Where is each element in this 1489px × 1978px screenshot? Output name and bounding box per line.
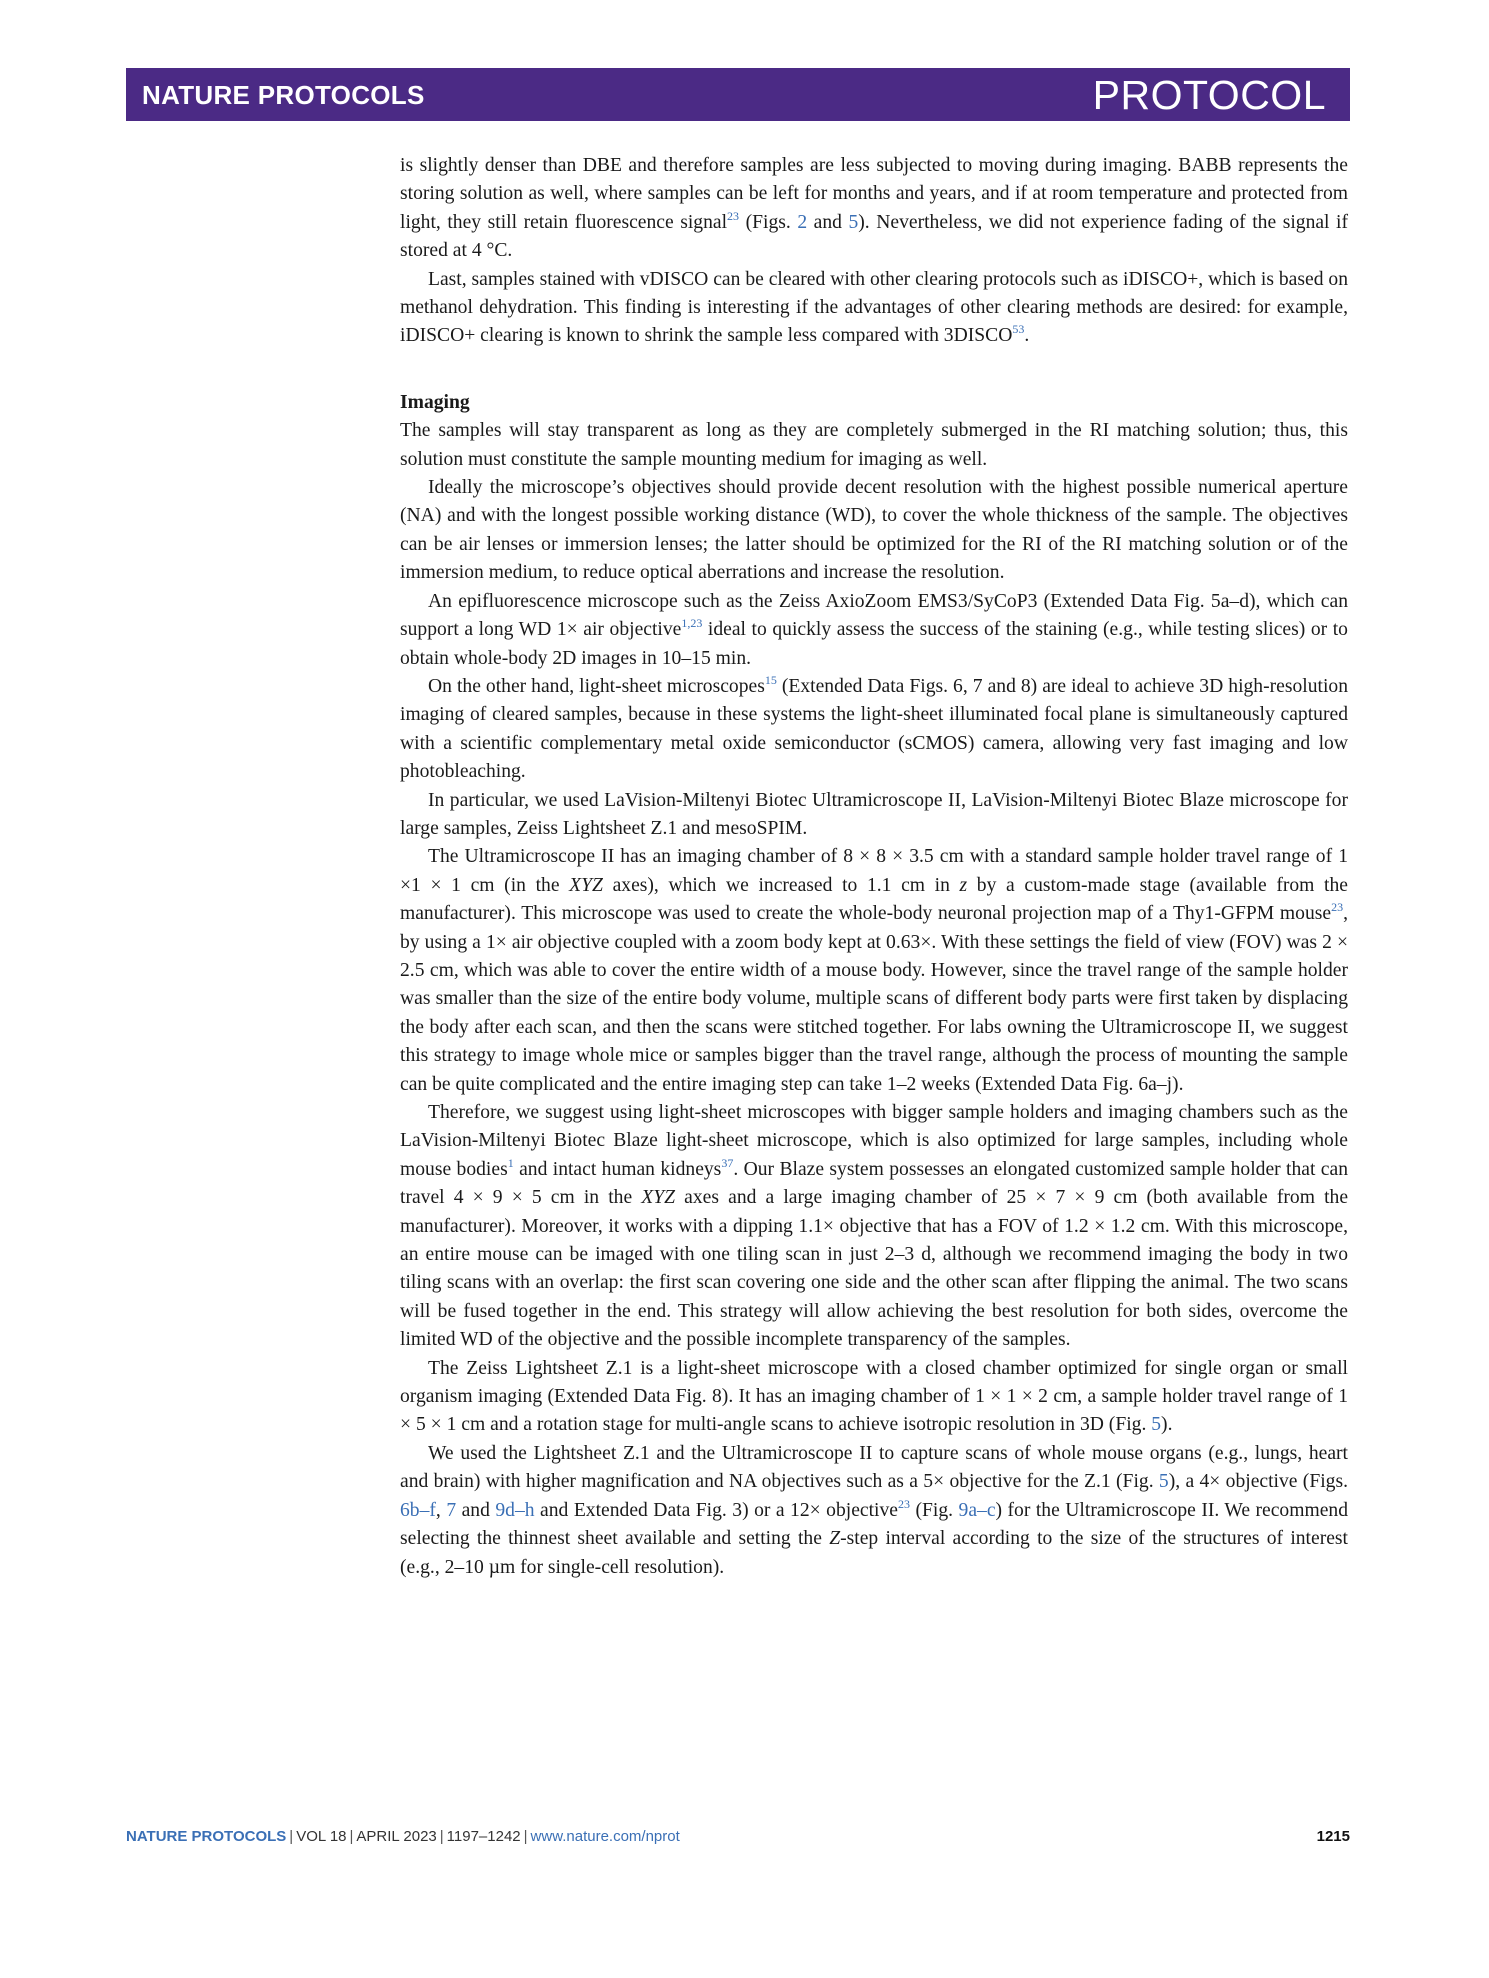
- paragraph-clearing: Last, samples stained with vDISCO can be cleared with other clearing protocols such as iDISCO+, which is based on methanol dehydration. This finding is interesting if the advantages of other clearing methods are desired: for example, iDISCO+ clearing is known to shrink the sample less compared with 3DISCO$^{53}$.: [400, 268, 1348, 347]
- figure-link[interactable]: 5: [848, 211, 859, 233]
- footer-url-link[interactable]: www.nature.com/nprot: [530, 1828, 680, 1845]
- ref-link[interactable]: 1: [507, 1155, 514, 1170]
- paragraph-light-sheet: On the other hand, light-sheet microscopes$^{15}$ (Extended Data Figs. 6, 7 and 8) are ideal to achieve 3D high-resolution imaging of cleared samples, because in these systems the light-sheet illuminated focal plane is simultaneously captured with a scientific complementary metal oxide semiconductor (sCMOS) camera, allowing very fast imaging and low photobleaching.: [400, 672, 1348, 783]
- article-type: PROTOCOL: [1092, 72, 1326, 118]
- paragraph-epifluorescence: An epifluorescence microscope such as the Zeiss AxioZoom EMS3/SyCoP3 (Extended Data Fig. 5a–d), which can support a long WD 1× air objective$^{1,23}$ ideal to quickly assess the success of the staining (e.g., while testing slices) or to obtain whole-body 2D images in 10–15 min.: [400, 590, 1348, 669]
- article-body: [400, 152, 1348, 1582]
- footer-citation: NATURE PROTOCOLS | VOL 18 | APRIL 2023 | 1197–1242 | www.nature.com/nprot: [126, 1828, 680, 1845]
- paragraph-mounting: The samples will stay transparent as long as they are completely submerged in the RI matching solution; thus, this solution must constitute the sample mounting medium for imaging as well.: [400, 420, 1348, 470]
- footer-date: APRIL 2023: [356, 1828, 437, 1845]
- paragraph-blaze: Therefore, we suggest using light-sheet microscopes with bigger sample holders and imaging chambers such as the LaVision-Miltenyi Biotec Blaze light-sheet microscope, which is also optimized for large samples, including whole mouse bodies$^1$ and intact human kidneys$^{37}$. Our Blaze system possesses an elongated customized sample holder that can travel 4 × 9 × 5 cm in the XYZ axes and a large imaging chamber of 25 × 7 × 9 cm (both available from the manufacturer). Moreover, it works with a dipping 1.1× objective that has a FOV of 1.2 × 1.2 cm. With this microscope, an entire mouse can be imaged with one tiling scan in just 2–3 d, although we recommend imaging the body in two tiling scans with an overlap: the first scan covering one side and the other scan after flipping the animal. The two scans will be fused together in the end. This strategy will allow achieving the best resolution for both sides, overcome the limited WD of the objective and the possible incomplete transparency of the samples.: [400, 1102, 1349, 1351]
- figure-link[interactable]: 6b–f: [400, 1499, 436, 1521]
- ref-link[interactable]: 23: [898, 1496, 910, 1511]
- section-heading-imaging: Imaging: [400, 391, 470, 413]
- figure-link[interactable]: 9d–h: [495, 1499, 535, 1521]
- figure-link[interactable]: 2: [797, 211, 808, 233]
- ref-link[interactable]: 37: [721, 1155, 734, 1170]
- footer-volume: VOL 18: [296, 1828, 347, 1845]
- ref-link[interactable]: 23: [727, 208, 740, 223]
- figure-link[interactable]: 5: [1151, 1414, 1162, 1436]
- ref-link[interactable]: 1,23: [681, 616, 703, 631]
- journal-name: NATURE PROTOCOLS: [142, 80, 425, 110]
- page-footer: [126, 1828, 1350, 1852]
- figure-link[interactable]: 7: [446, 1499, 457, 1521]
- paragraph-microscopes-used: In particular, we used LaVision-Miltenyi Biotec Ultramicroscope II, LaVision-Miltenyi Biotec Blaze microscope for large samples, Zeiss Lightsheet Z.1 and mesoSPIM.: [400, 789, 1348, 839]
- ref-link[interactable]: 53: [1012, 322, 1025, 337]
- ref-link[interactable]: 23: [1331, 900, 1344, 915]
- footer-journal: NATURE PROTOCOLS: [126, 1828, 287, 1845]
- paragraph-lightsheet-z1: The Zeiss Lightsheet Z.1 is a light-sheet microscope with a closed chamber optimized for single organ or small organism imaging (Extended Data Fig. 8). It has an imaging chamber of 1 × 1 × 2 cm, a sample holder travel range of 1 × 5 × 1 cm and a rotation stage for multi-angle scans to achieve isotropic resolution in 3D (Fig. 5).: [400, 1357, 1348, 1436]
- paragraph-objectives: Ideally the microscope’s objectives should provide decent resolution with the highest possible numerical aperture (NA) and with the longest possible working distance (WD), to cover the whole thickness of the sample. The objectives can be air lenses or immersion lenses; the latter should be optimized for the RI of the RI matching solution or of the immersion medium, to reduce optical aberrations and increase the resolution.: [400, 477, 1348, 584]
- ref-link[interactable]: 15: [764, 672, 777, 687]
- page-header: [126, 68, 1350, 121]
- figure-link[interactable]: 9a–c: [958, 1499, 996, 1521]
- page-number: 1215: [1316, 1828, 1350, 1845]
- paragraph-organ-scans: We used the Lightsheet Z.1 and the Ultramicroscope II to capture scans of whole mouse organs (e.g., lungs, heart and brain) with higher magnification and NA objectives such as a 5× objective for the Z.1 (Fig. 5), a 4× objective (Figs. 6b–f, 7 and 9d–h and Extended Data Fig. 3) or a 12× objective$^{23}$ (Fig. 9a–c) for the Ultramicroscope II. We recommend selecting the thinnest sheet available and setting the Z-step interval according to the size of the structures of interest (e.g., 2–10 µm for single-cell resolution).: [400, 1442, 1349, 1578]
- paragraph-ultramicroscope: The Ultramicroscope II has an imaging chamber of 8 × 8 × 3.5 cm with a standard sample holder travel range of 1 ×1 × 1 cm (in the XYZ axes), which we increased to 1.1 cm in z by a custom-made stage (available from the manufacturer). This microscope was used to create the whole-body neuronal projection map of a Thy1-GFPM mouse$^{23}$, by using a 1× air objective coupled with a zoom body kept at 0.63×. With these settings the field of view (FOV) was 2 × 2.5 cm, which was able to cover the entire width of a mouse body. However, since the travel range of the sample holder was smaller than the size of the entire body volume, multiple scans of different body parts were first taken by displacing the body after each scan, and then the scans were stitched together. For labs owning the Ultramicroscope II, we suggest this strategy to image whole mice or samples bigger than the travel range, although the process of mounting the sample can be quite complicated and the entire imaging step can take 1–2 weeks (Extended Data Fig. 6a–j).: [400, 846, 1348, 1095]
- paragraph-babb: is slightly denser than DBE and therefore samples are less subjected to moving during imaging. BABB represents the storing solution as well, where samples can be left for months and years, and if at room temperature and protected from light, they still retain fluorescence signal$^{23}$ (Figs. 2 and 5). Nevertheless, we did not experience fading of the signal if stored at 4 °C.: [400, 155, 1349, 262]
- footer-pages: 1197–1242: [446, 1828, 521, 1845]
- figure-link[interactable]: 5: [1158, 1471, 1169, 1493]
